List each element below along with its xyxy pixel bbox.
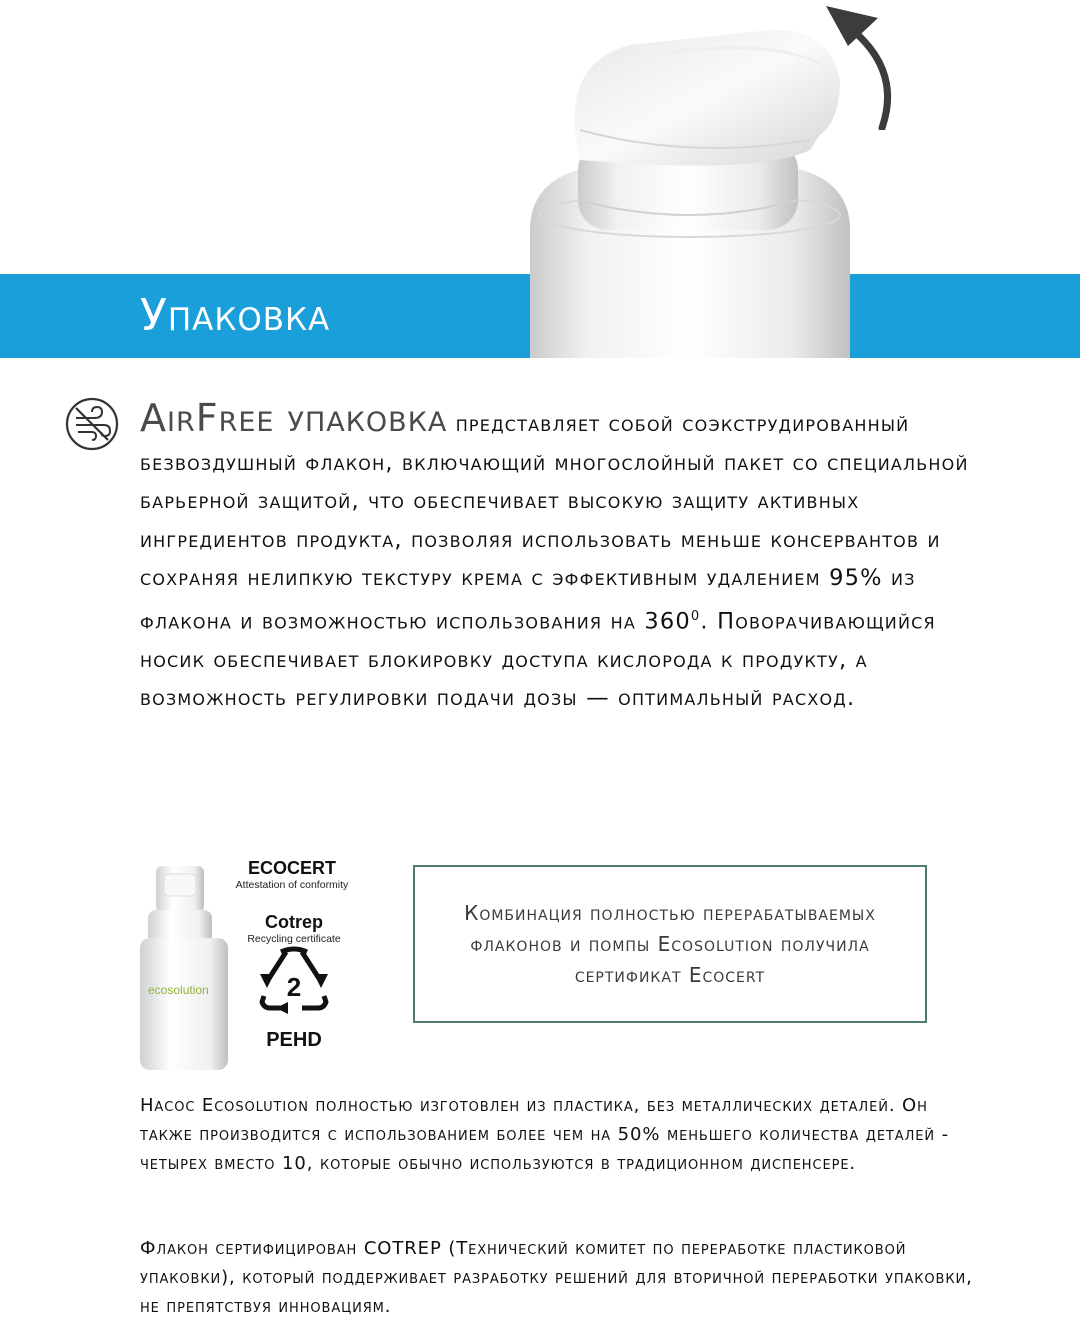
recycle-number: 2 (286, 972, 302, 1002)
ecocert-brand-sub: Attestation of conformity (235, 879, 349, 891)
certification-text: Комбинация полностью перерабатываемых флаконов и помпы Ecosolution получила сертификат Ecocert (464, 900, 876, 987)
ecocert-brand: ECOCERT (247, 858, 337, 878)
cotrep-sub: Recycling certificate (247, 933, 341, 945)
recycle-material: PEHD (266, 1029, 322, 1051)
hero-section (0, 0, 1080, 358)
ecocert-certificate-image (136, 852, 366, 1074)
certification-callout (413, 865, 927, 1023)
pump-description: Насос Ecosolution полностью изготовлен из пластика, без металлических деталей. Он также производится с использованием более чем на 50% меньшего количества деталей - четырех вместо 10, которые обычно используются в традиционном диспенсере. (140, 1095, 949, 1174)
cotrep-label: Cotrep (265, 912, 323, 932)
rotate-arrow-icon (820, 0, 900, 130)
intro-body-end: . Поворачивающийся носик обеспечивает блокировку доступа кислорода к продукту, а возможность регулировки подачи дозы — оптимальный расход. (140, 608, 936, 711)
degree-mark: 0 (690, 608, 701, 624)
intro-body: представляет собой соэкструдированный безвоздушный флакон, включающий многослойный пакет со специальной барьерной защитой, что обеспечивает высокую защиту активных ингредиентов продукта, позволяя использовать меньше консервантов и сохраняя нелипкую текстуру крема с эффективным удалением 95% из флакона и возможностью использования на 360 (140, 411, 969, 634)
bottle-label: ecosolution (148, 983, 209, 997)
intro-paragraph (140, 396, 980, 718)
section-title: Упаковка (140, 290, 331, 341)
cotrep-description: Флакон сертифицирован COTREP (Технический комитет по переработке пластиковой упаковки), который поддерживает разработку решений для вторичной переработки упаковки, не препятствуя инновациям. (140, 1238, 973, 1317)
intro-lead: AirFree упаковка (140, 396, 448, 440)
no-air-icon (64, 396, 120, 452)
